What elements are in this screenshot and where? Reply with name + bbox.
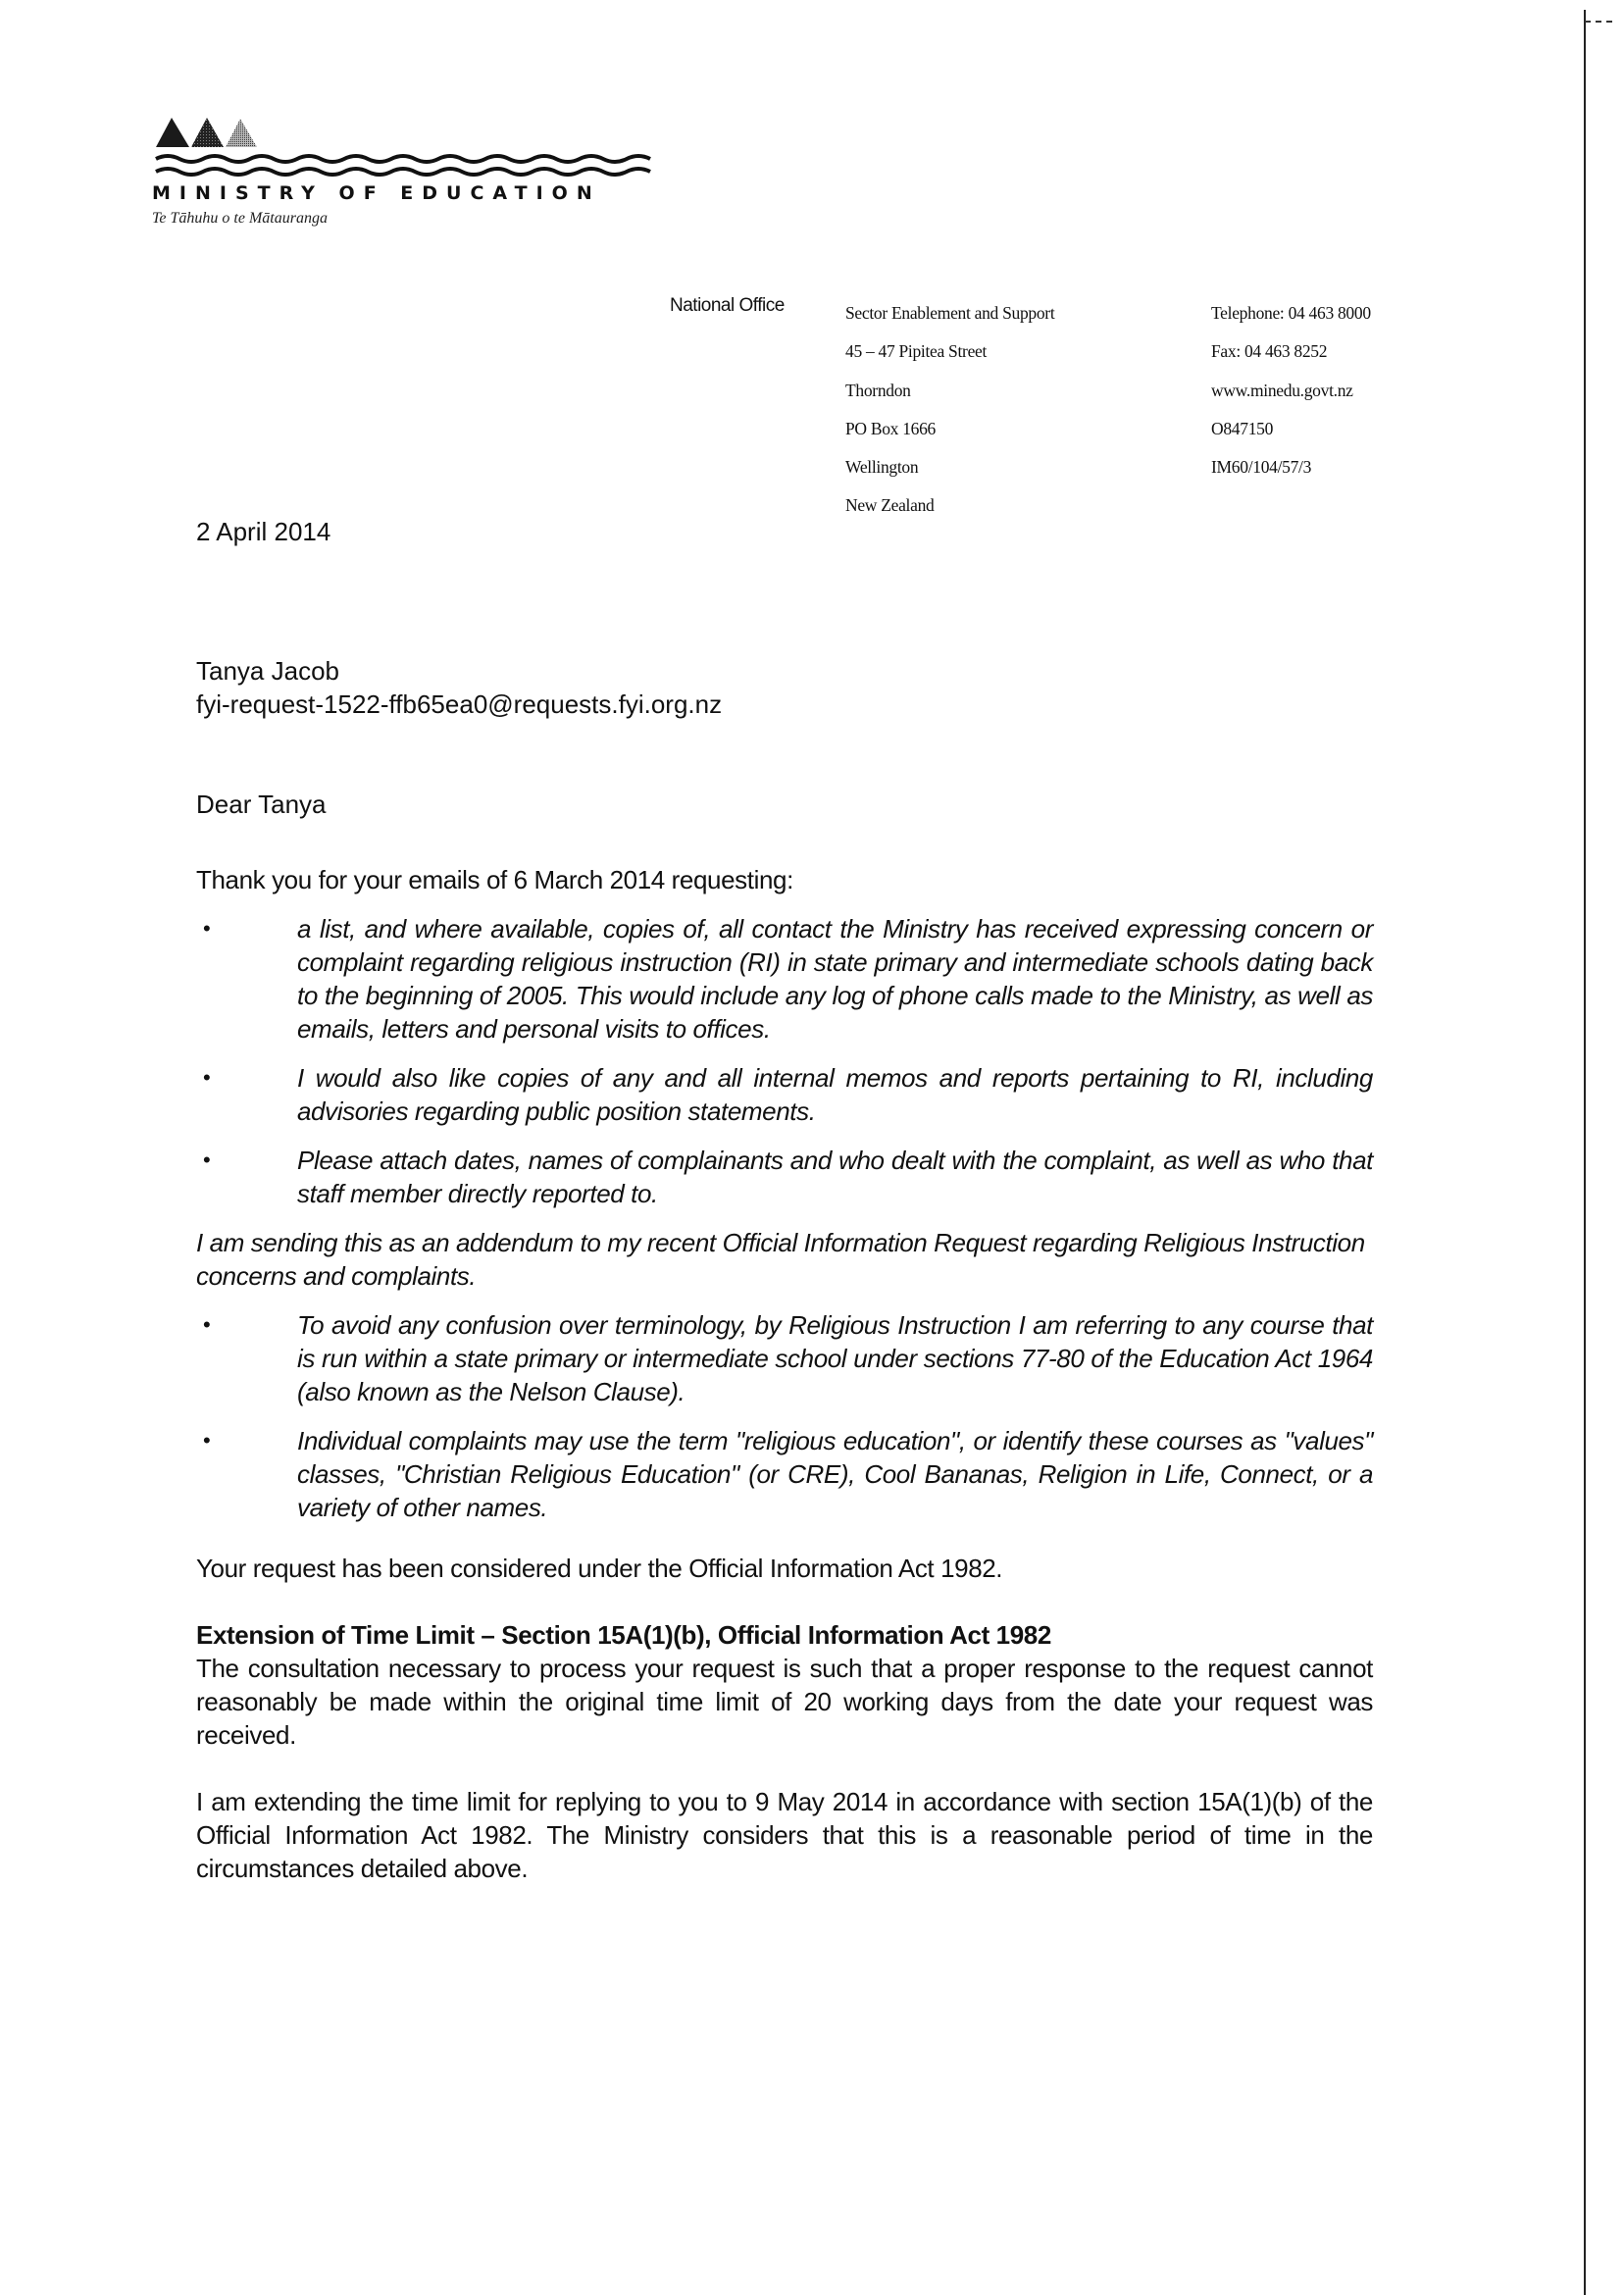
website: www.minedu.govt.nz	[1211, 380, 1353, 400]
reference-number: O847150	[1211, 418, 1274, 438]
considered-paragraph: Your request has been considered under the Official Information Act 1982.	[196, 1554, 1003, 1583]
request-item	[196, 1308, 1373, 1408]
address-line: Thorndon	[845, 380, 911, 400]
address-line: 45 – 47 Pipitea Street	[845, 341, 988, 362]
telephone: Telephone: 04 463 8000	[1211, 303, 1371, 323]
request-text: To avoid any confusion over terminology, by Religious Instruction I am referring to any course that is run within a state primary or intermediate school under sections 77-80 of the Education Act 1964 (also known as the Nelson Clause).	[297, 1310, 1373, 1406]
recipient-email: fyi-request-1522-ffb65ea0@requests.fyi.org.nz	[196, 689, 723, 719]
request-item	[196, 1061, 1373, 1128]
bullet-icon: •	[203, 1312, 211, 1337]
request-item	[196, 912, 1373, 1046]
letter-body	[196, 863, 1373, 1885]
intro-paragraph: Thank you for your emails of 6 March 2014 requesting:	[196, 865, 793, 894]
request-item	[196, 1144, 1373, 1210]
contact-block	[1211, 294, 1371, 486]
bullet-icon: •	[203, 1428, 211, 1453]
address-block	[845, 294, 1054, 526]
request-text: Individual complaints may use the term "religious education", or identify these courses as "values" classes, "Christian Religious Education" (or CRE), Cool Bananas, Religion in Life, Connect, or a variety of other names.	[297, 1426, 1373, 1522]
scan-edge-tick	[1585, 21, 1612, 24]
mountain-2	[191, 118, 224, 147]
request-text: I would also like copies of any and all internal memos and reports pertaining to RI, including advisories regarding public position statements.	[297, 1063, 1373, 1126]
request-text: Please attach dates, names of complainants and who dealt with the complaint, as well as who that staff member directly reported to.	[297, 1146, 1373, 1208]
request-list-2	[196, 1308, 1373, 1524]
address-line: New Zealand	[845, 495, 935, 516]
mountain-1	[156, 118, 189, 147]
mountains-and-waves-logo-icon	[152, 116, 662, 177]
address-line: Sector Enablement and Support	[845, 303, 1055, 323]
office-label: National Office	[670, 295, 785, 316]
section-heading: Extension of Time Limit – Section 15A(1)(b), Official Information Act 1982	[196, 1620, 1051, 1650]
request-list-1	[196, 912, 1373, 1210]
address-line: Wellington	[845, 457, 919, 478]
bullet-icon: •	[203, 1065, 211, 1090]
section-paragraph-1: The consultation necessary to process your request is such that a proper response to the request cannot reasonably be made within the original time limit of 20 working days from the date your request was received.	[196, 1654, 1373, 1750]
fax: Fax: 04 463 8252	[1211, 341, 1328, 362]
wave-2	[156, 169, 650, 175]
section-paragraph-2: I am extending the time limit for replying to you to 9 May 2014 in accordance with section 15A(1)(b) of the Official Information Act 1982. The Ministry considers that this is a reasonable period of time in the circumstances detailed above.	[196, 1787, 1373, 1883]
bullet-icon: •	[203, 916, 211, 941]
bullet-icon: •	[203, 1148, 211, 1172]
request-text: a list, and where available, copies of, all contact the Ministry has received expressing concern or complaint regarding religious instruction (RI) in state primary and intermediate schools dating back to the beginning of 2005. This would include any log of phone calls made to the Ministry, as well as emails, letters and personal visits to offices.	[297, 914, 1373, 1044]
recipient-name: Tanya Jacob	[196, 656, 339, 686]
letter-date: 2 April 2014	[196, 517, 331, 546]
salutation: Dear Tanya	[196, 790, 327, 819]
file-reference: IM60/104/57/3	[1211, 457, 1312, 478]
request-item	[196, 1424, 1373, 1524]
letterhead-logo	[152, 116, 662, 228]
wave-1	[156, 156, 650, 162]
address-line: PO Box 1666	[845, 418, 936, 438]
scan-edge-line	[1584, 10, 1586, 2295]
mountain-3	[226, 119, 257, 147]
recipient-block	[196, 654, 722, 721]
addendum-paragraph: I am sending this as an addendum to my recent Official Information Request regarding Religious Instruction concerns and complaints.	[196, 1228, 1365, 1291]
organization-name: MINISTRY OF EDUCATION	[152, 182, 601, 204]
organization-name-maori: Te Tāhuhu o te Mātauranga	[152, 210, 328, 227]
